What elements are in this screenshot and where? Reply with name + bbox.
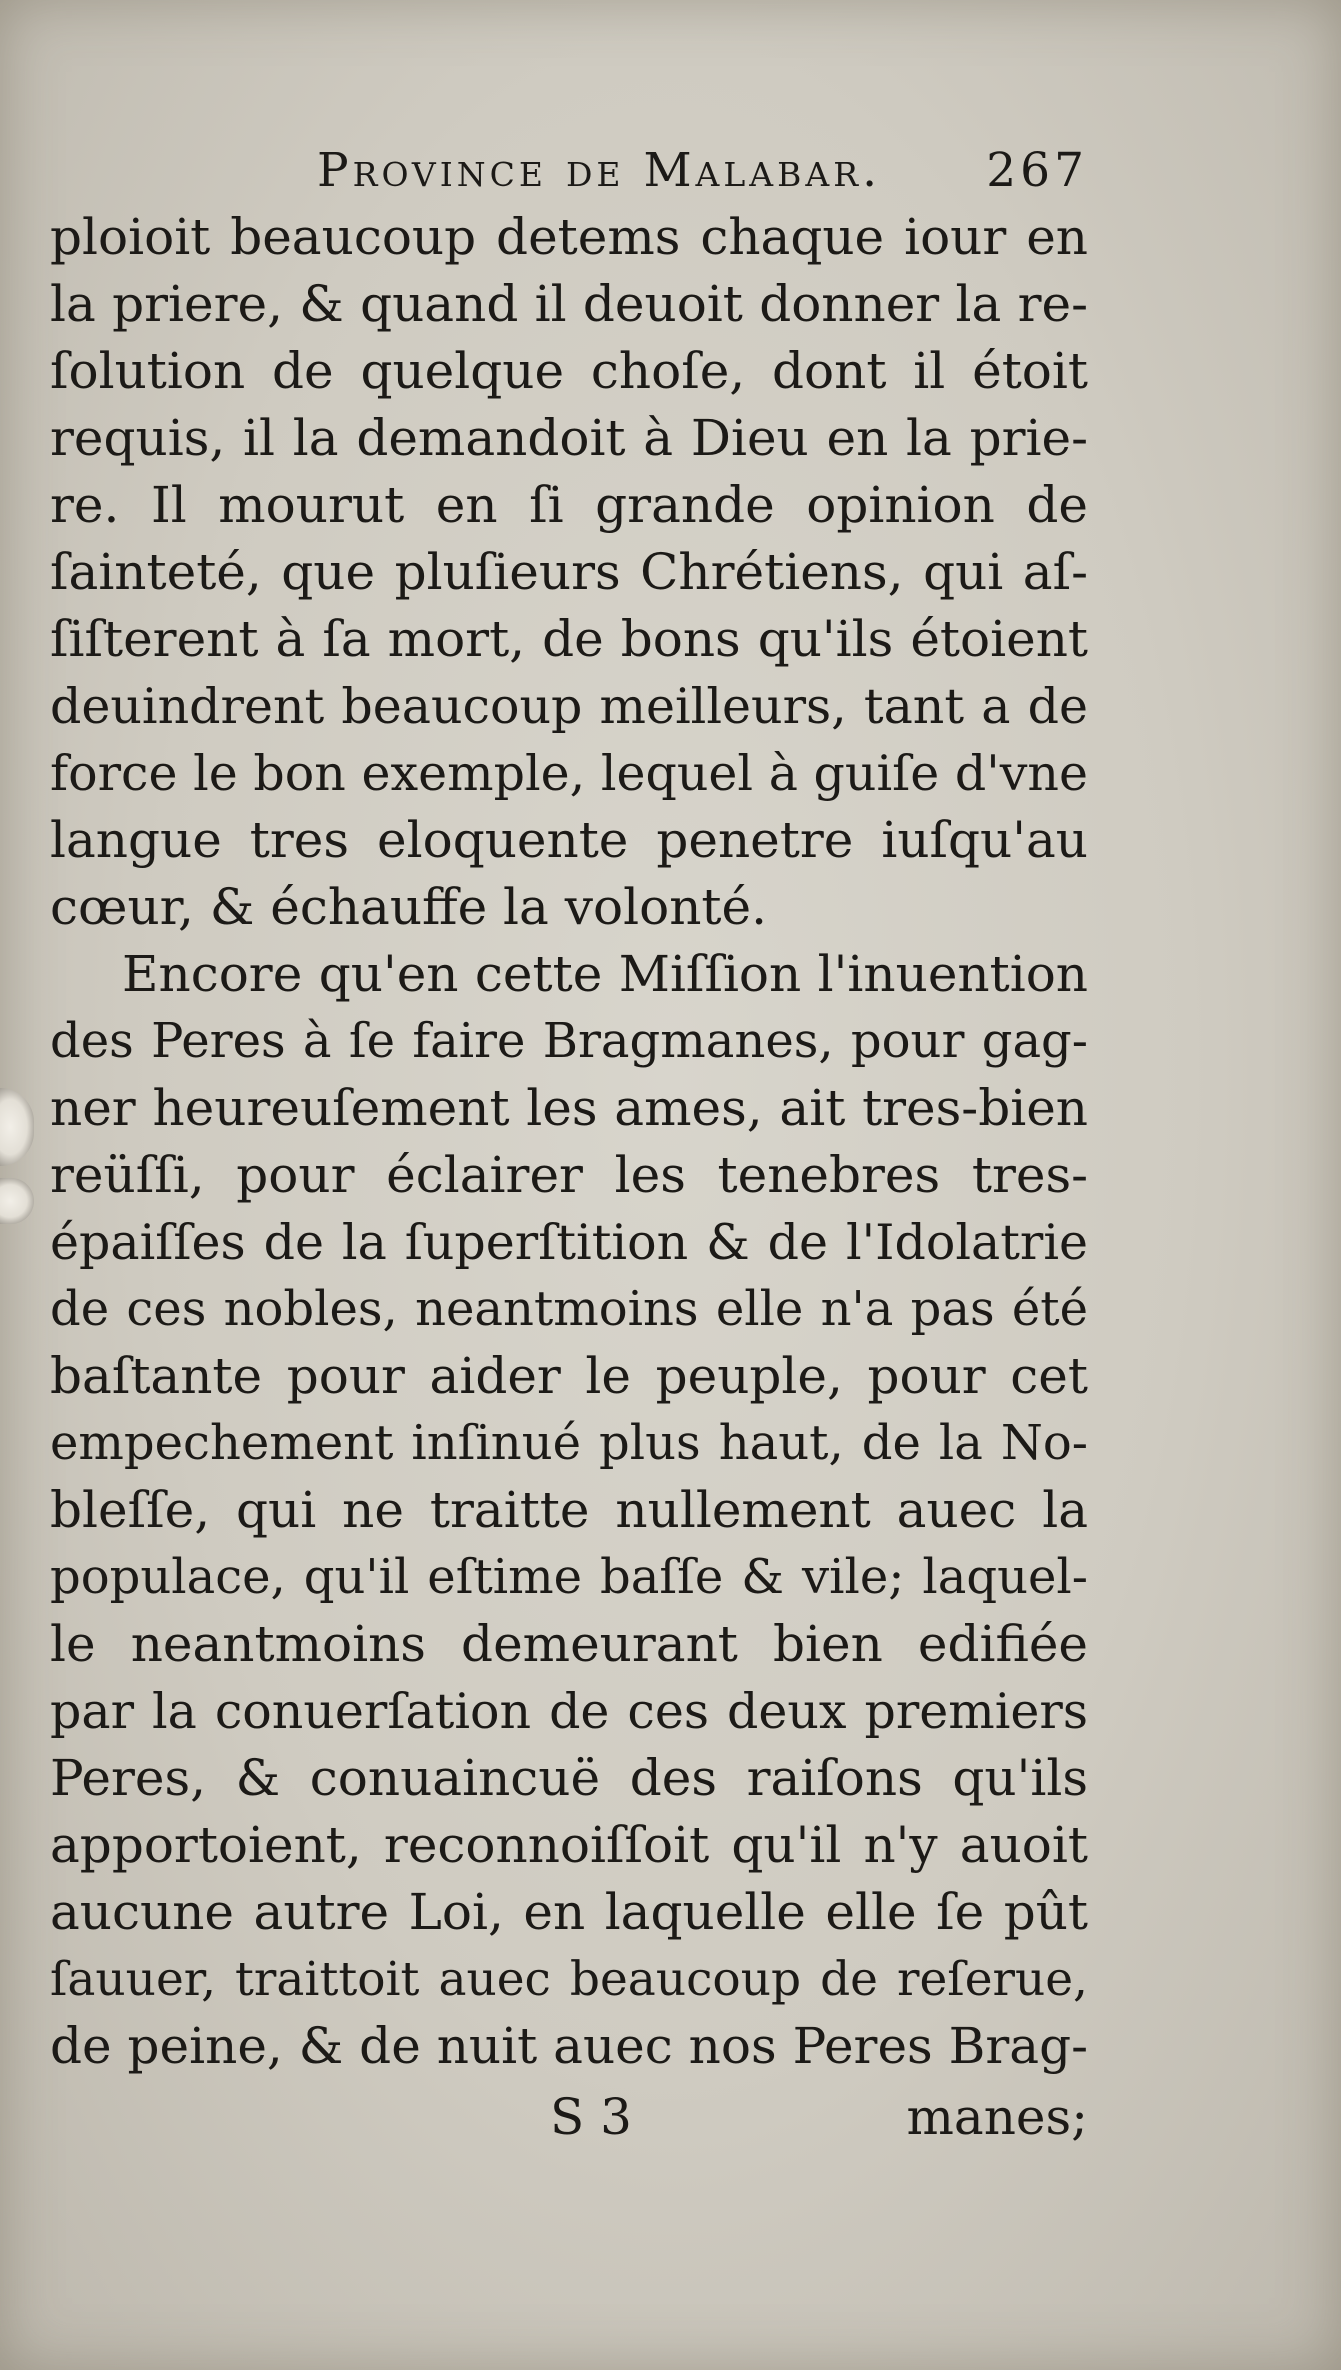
text-line: langue tres eloquente penetre iuſqu'au bbox=[50, 811, 1088, 869]
text-line: cœur, & échauffe la volonté. bbox=[50, 878, 767, 936]
text-line: le neantmoins demeurant bien edifiée bbox=[50, 1615, 1088, 1673]
text-line: re. Il mourut en ſi grande opinion de bbox=[50, 476, 1088, 534]
text-line: Encore qu'en cette Miſſion l'inuention bbox=[122, 945, 1088, 1003]
text-line: deuindrent beaucoup meilleurs, tant a de bbox=[50, 678, 1088, 735]
text-line: des Peres à ſe faire Bragmanes, pour gag- bbox=[50, 1013, 1088, 1069]
text-block bbox=[50, 138, 1088, 2151]
text-line: empechement inſinué plus haut, de la No- bbox=[50, 1415, 1088, 1471]
text-line: bleſſe, qui ne traitte nullement auec la bbox=[50, 1481, 1088, 1539]
text-line: baſtante pour aider le peuple, pour cet bbox=[50, 1347, 1088, 1405]
text-line: par la conuerſation de ces deux premiers bbox=[50, 1683, 1088, 1740]
signature-mark: S 3 bbox=[550, 2088, 632, 2146]
text-line: requis, il la demandoit à Dieu en la prie- bbox=[50, 409, 1088, 467]
page-footer bbox=[50, 2084, 1088, 2151]
text-line: Peres, & conuaincuë des raiſons qu'ils bbox=[50, 1749, 1088, 1807]
text-line: reüſſi, pour éclairer les tenebres tres- bbox=[50, 1146, 1088, 1204]
text-line: ſauuer, traittoit auec beaucoup de reſerue, bbox=[50, 1952, 1088, 2007]
page-hole bbox=[0, 1178, 34, 1224]
text-line: ſainteté, que pluſieurs Chrétiens, qui aſ- bbox=[50, 543, 1088, 601]
text-line: de peine, & de nuit auec nos Peres Brag- bbox=[50, 2017, 1088, 2075]
text-line: aucune autre Loi, en laquelle elle ſe pût bbox=[50, 1883, 1088, 1941]
running-head-title: Province de Malabar. bbox=[316, 143, 882, 198]
text-line: épaiſſes de la ſuperſtition & de l'Idolatrie bbox=[50, 1214, 1088, 1271]
paragraph-2 bbox=[50, 941, 1088, 2080]
running-head bbox=[50, 138, 1088, 204]
text-line: apportoient, reconnoiſſoit qu'il n'y auoit bbox=[50, 1816, 1088, 1874]
page-hole bbox=[0, 1088, 34, 1166]
text-line: ploioit beaucoup detems chaque iour en bbox=[50, 208, 1088, 266]
text-line: populace, qu'il eſtime baſſe & vile; laquel- bbox=[50, 1549, 1088, 1605]
catchword: manes; bbox=[906, 2088, 1088, 2146]
text-line: ſiſterent à ſa mort, de bons qu'ils étoient bbox=[50, 610, 1088, 668]
paragraph-1 bbox=[50, 204, 1088, 941]
page-number: 267 bbox=[986, 143, 1088, 198]
text-line: force le bon exemple, lequel à guiſe d'vne bbox=[50, 745, 1088, 802]
text-line: la priere, & quand il deuoit donner la re- bbox=[50, 275, 1088, 333]
text-line: ner heureuſement les ames, ait tres-bien bbox=[50, 1079, 1088, 1137]
text-line: de ces nobles, neantmoins elle n'a pas été bbox=[50, 1281, 1088, 1337]
text-line: ſolution de quelque choſe, dont il étoit bbox=[50, 342, 1088, 400]
